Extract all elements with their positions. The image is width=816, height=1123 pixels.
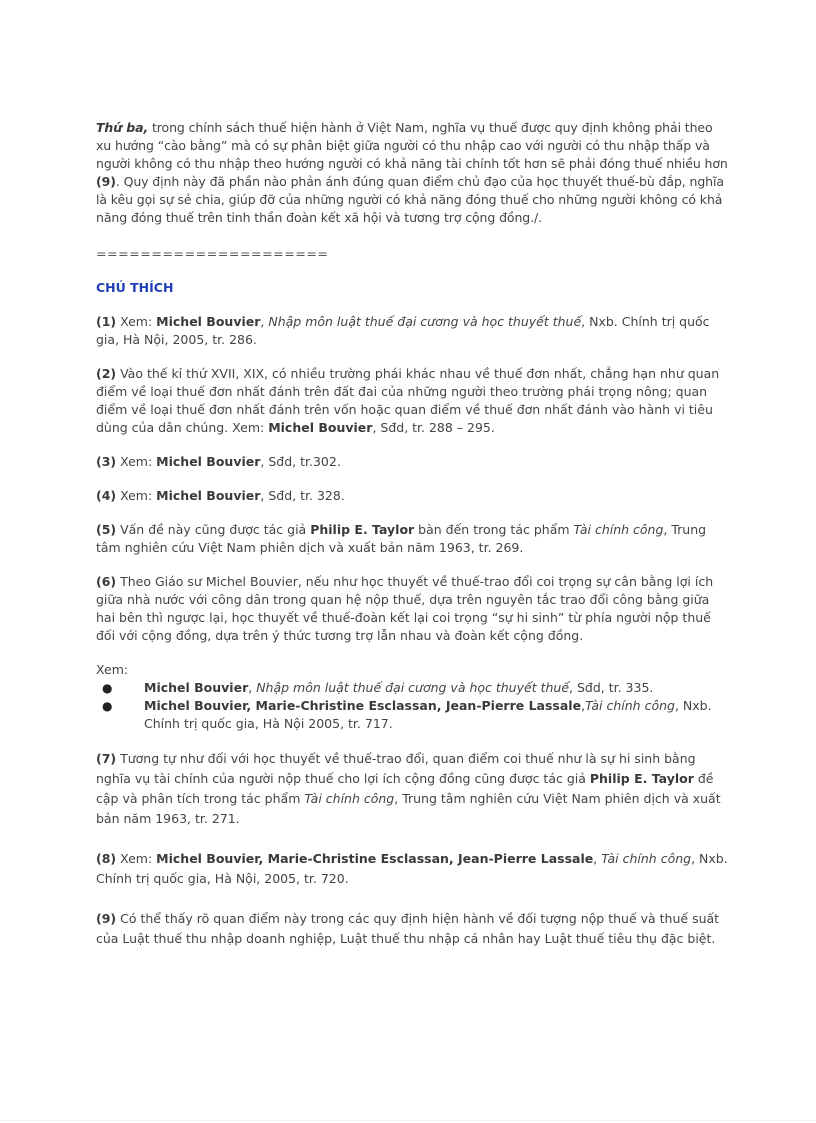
note-text: Tương tự như đối với học thuyết về thuế-trao đổi, quan điểm coi thuế như là sự hi sinh bằng nghĩa vụ tài chính của người nộp thuế cho lợi ích cộng đồng cũng được tác giả (96, 751, 696, 786)
note-text: , Trung tâm nghiên cứu Việt Nam phiên dịch và xuất bản năm 1963, tr. 269. (96, 522, 707, 555)
author: Michel Bouvier, Marie-Christine Esclassan, Jean-Pierre Lassale (144, 698, 582, 713)
note-text: , Trung tâm nghiên cứu Việt Nam phiên dịch và xuất bản năm 1963, tr. 271. (96, 791, 721, 826)
note-9 (96, 909, 728, 949)
author: Philip E. Taylor (310, 522, 415, 537)
bullet-icon: ● (102, 681, 113, 695)
note-number: (2) (96, 366, 117, 381)
note-text: , (593, 851, 602, 866)
note-number: (9) (96, 911, 117, 926)
note-text: , Nxb. Chính trị quốc gia, Hà Nội, 2005, tr. 720. (96, 851, 728, 886)
see-label: Xem: (96, 662, 129, 677)
note-number: (1) (96, 314, 117, 329)
book-title: Tài chính công (601, 851, 692, 866)
note-text: Xem: (116, 454, 157, 469)
note-8 (96, 849, 728, 889)
book-title: Tài chính công (304, 791, 395, 806)
note-text: Xem: (116, 488, 157, 503)
note-text: đề cập và phân tích trong tác phẩm (96, 771, 714, 806)
note-2 (96, 365, 728, 437)
note-text: , Sđd, tr.302. (260, 454, 341, 469)
note-text: , (260, 314, 269, 329)
note-text: , Nxb. Chính trị quốc gia, Hà Nội 2005, tr. 717. (144, 698, 712, 731)
reference-item (96, 679, 728, 697)
author: Michel Bouvier (156, 488, 261, 503)
book-title: Nhập môn luật thuế đại cương và học thuyết thuế (268, 314, 582, 329)
note-text: Xem: (116, 314, 157, 329)
note-number: (3) (96, 454, 117, 469)
reference-item (96, 697, 728, 733)
paragraph-text: trong chính sách thuế hiện hành ở Việt Nam, nghĩa vụ thuế được quy định không phải theo xu hướng “cào bằng” mà có sự phân biệt giữa người có thu nhập cao với người có thu nhập thấp và người không có thu nhập theo hướng người có khả năng tài chính tốt hơn sẽ phải đóng thuế nhiều hơn (96, 120, 728, 171)
author: Philip E. Taylor (589, 771, 694, 786)
note-4 (96, 487, 728, 505)
note-text: , Sđd, tr. 288 – 295. (372, 420, 495, 435)
note-3 (96, 453, 728, 471)
note-text: Vấn đề này cũng được tác giả (116, 522, 311, 537)
paragraph-text: . Quy định này đã phần nào phản ánh đúng quan điểm chủ đạo của học thuyết thuế-bù đắp, nghĩa là kêu gọi sự sẻ chia, giúp đỡ của những người có khả năng đóng thuế cho những người không có khả năng đóng thuế trên tinh thần đoàn kết xã hội và tương trợ cộng đồng./. (96, 174, 724, 225)
author: Michel Bouvier (156, 454, 261, 469)
note-text: Theo Giáo sư Michel Bouvier, nếu như học thuyết về thuế-trao đổi coi trọng sự cân bằng lợi ích giữa nhà nước với công dân trong quan hệ nộp thuế, dựa trên nguyên tắc trao đổi công bằng giữa hai bên thì ngược lại, học thuyết về thuế-đoàn kết lại coi trọng “sự hi sinh” từ phía người nộp thuế đối với cộng đồng, dựa trên ý thức tương trợ lẫn nhau và đoàn kết cộng đồng. (96, 574, 714, 643)
separator-line: ===================== (96, 246, 329, 261)
note-5 (96, 521, 728, 557)
paragraph-third-point (96, 119, 728, 227)
note-text: , Sđd, tr. 328. (260, 488, 345, 503)
reference-list (96, 679, 728, 733)
footnote-ref: (9) (96, 174, 116, 189)
note-number: (4) (96, 488, 117, 503)
note-7 (96, 749, 728, 829)
note-text: Vào thế kỉ thứ XVII, XIX, có nhiều trường phái khác nhau về thuế đơn nhất, chẳng hạn như quan điểm về loại thuế đơn nhất đánh trên đất đai của những người theo trường phái trọng nông; quan điểm về loại thuế đơn nhất đánh trên vốn hoặc quan điểm về thuế đơn nhất đánh vào hành vi tiêu dùng của dân chúng. Xem: (96, 366, 720, 435)
page-bottom-border (0, 1119, 816, 1121)
bullet-icon: ● (102, 699, 113, 713)
author: Michel Bouvier (144, 680, 249, 695)
author: Michel Bouvier (268, 420, 373, 435)
note-number: (7) (96, 751, 117, 766)
note-text: bàn đến trong tác phẩm (414, 522, 574, 537)
author: Michel Bouvier, Marie-Christine Esclassan, Jean-Pierre Lassale (156, 851, 594, 866)
note-text: , (581, 698, 586, 713)
book-title: Tài chính công (573, 522, 664, 537)
author: Michel Bouvier (156, 314, 261, 329)
note-text: Có thể thấy rõ quan điểm này trong các quy định hiện hành về đối tượng nộp thuế và thuế suất của Luật thuế thu nhập doanh nghiệp, Luật thuế thu nhập cá nhân hay Luật thuế tiêu thụ đặc biệt. (96, 911, 720, 946)
note-text: , (248, 680, 257, 695)
book-title: Tài chính công (585, 698, 675, 713)
note-text: Xem: (116, 851, 157, 866)
note-1 (96, 313, 728, 349)
note-6 (96, 573, 728, 645)
book-title: Nhập môn luật thuế đại cương và học thuyết thuế (256, 680, 570, 695)
note-text: , Nxb. Chính trị quốc gia, Hà Nội, 2005, tr. 286. (96, 314, 710, 347)
note-number: (6) (96, 574, 117, 589)
note-text: , Sđd, tr. 335. (569, 680, 654, 695)
lead-phrase: Thứ ba, (96, 120, 149, 135)
notes-heading: CHÚ THÍCH (96, 280, 174, 295)
note-number: (5) (96, 522, 117, 537)
document-body (96, 119, 728, 949)
note-number: (8) (96, 851, 117, 866)
